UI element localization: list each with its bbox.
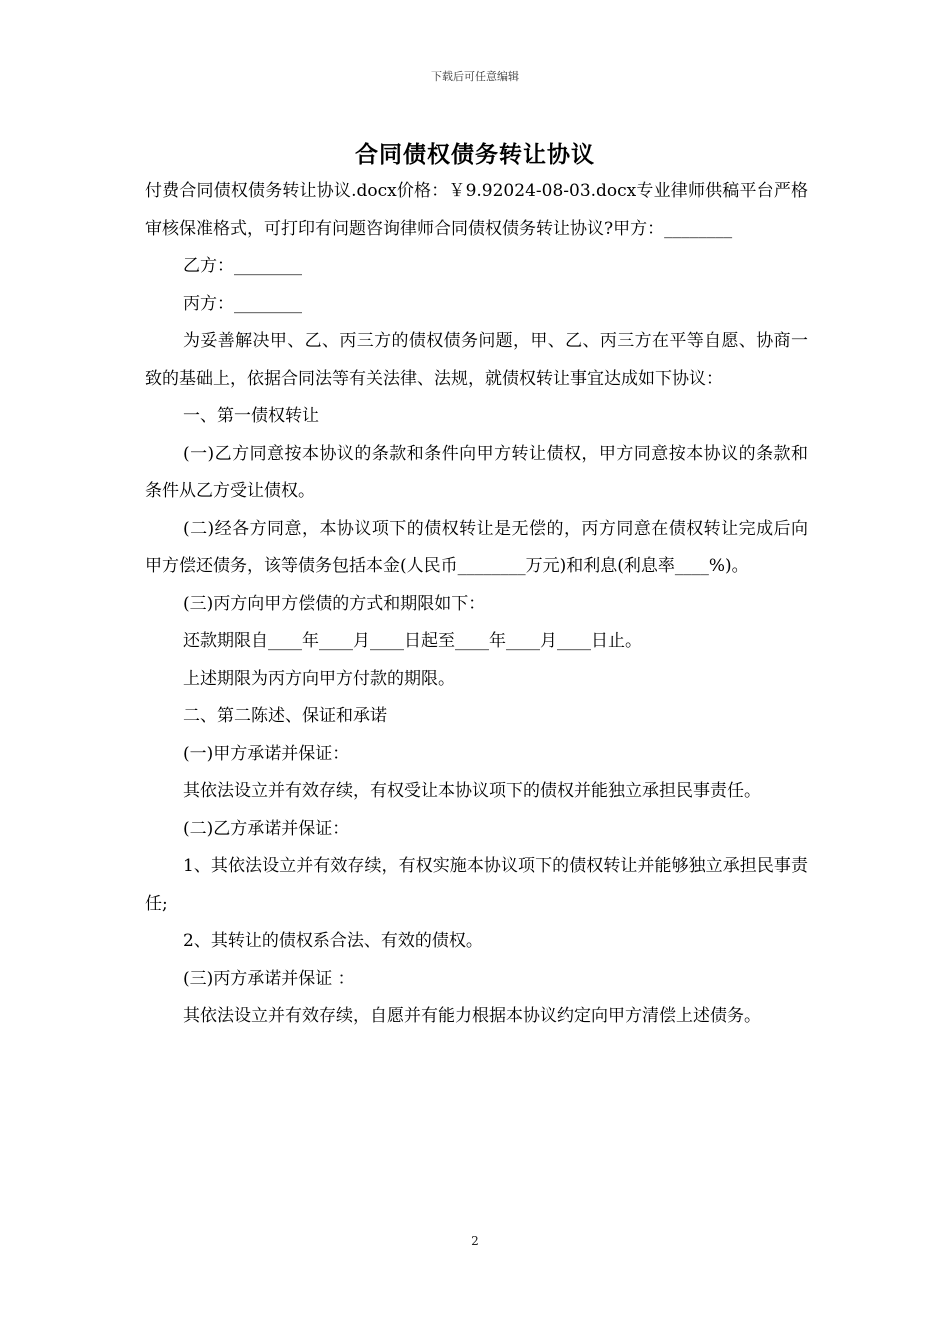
clause-2-2-item-1: 1、其依法设立并有效存续，有权实施本协议项下的债权转让并能够独立承担民事责任;: [145, 856, 808, 914]
paragraph-preamble: 为妥善解决甲、乙、丙三方的债权债务问题，甲、乙、丙三方在平等自愿、协商一致的基础上，依据合同法等有关法律、法规，就债权转让事宜达成如下协议：: [145, 331, 808, 389]
paragraph-party-c: 丙方：________: [183, 293, 302, 314]
clause-2-1-text: 其依法设立并有效存续，有权受让本协议项下的债权并能独立承担民事责任。: [183, 781, 761, 801]
page-number: 2: [471, 1234, 479, 1248]
repayment-period: 还款期限自____年____月____日起至____年____月____日止。: [183, 631, 642, 651]
clause-2-2: (二)乙方承诺并保证：: [183, 818, 350, 839]
document-body: [145, 173, 808, 1036]
period-note: 上述期限为丙方向甲方付款的期限。: [183, 668, 455, 689]
clause-1-3: (三)丙方向甲方偿债的方式和期限如下：: [183, 593, 486, 614]
document-title: 合同债权债务转让协议: [355, 141, 595, 168]
clause-1-1: (一)乙方同意按本协议的条款和条件向甲方转让债权，甲方同意按本协议的条款和条件从乙方受让债权。: [145, 443, 808, 501]
paragraph-intro: 付费合同债权债务转让协议.docx价格：￥9.92024-08-03.docx专业律师供稿平台严格审核保准格式，可打印有问题咨询律师合同债权债务转让协议?甲方：________: [145, 181, 808, 239]
clause-2-1: (一)甲方承诺并保证：: [183, 743, 350, 764]
clause-2-3: (三)丙方承诺并保证 ：: [183, 968, 355, 989]
paragraph-party-b: 乙方：________: [183, 256, 302, 276]
clause-2-2-item-2: 2、其转让的债权系合法、有效的债权。: [183, 931, 483, 951]
clause-1-2: (二)经各方同意，本协议项下的债权转让是无偿的，丙方同意在债权转让完成后向甲方偿还债务，该等债务包括本金(人民币________万元)和利息(利息率____%)。: [145, 518, 808, 576]
section-heading-2: 二、第二陈述、保证和承诺: [183, 706, 387, 726]
section-heading-1: 一、第一债权转让: [183, 406, 319, 426]
clause-2-3-text: 其依法设立并有效存续，自愿并有能力根据本协议约定向甲方清偿上述债务。: [183, 1006, 761, 1026]
page-header-note: 下载后可任意编辑: [431, 70, 519, 83]
